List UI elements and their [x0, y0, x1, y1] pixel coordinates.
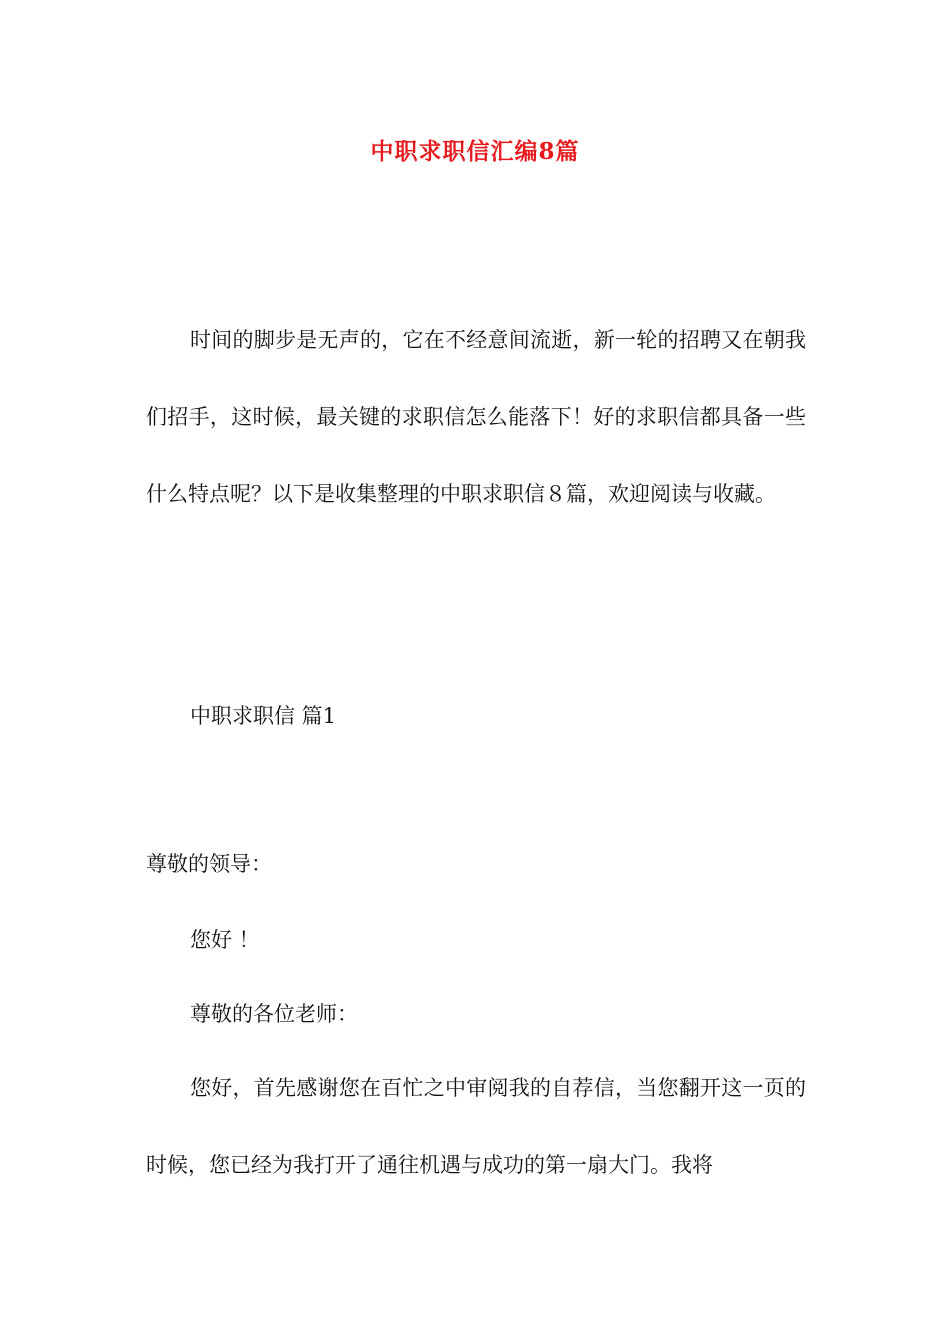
- intro-paragraph: 时间的脚步是无声的，它在不经意间流逝，新一轮的招聘又在朝我们招手，这时候，最关键的求职信怎么能落下！好的求职信都具备一些什么特点呢？以下是收集整理的中职求职信８篇，欢迎阅读与收藏。: [146, 328, 806, 506]
- section-heading: 中职求职信 篇1: [190, 704, 337, 728]
- salutation: 尊敬的领导：: [146, 852, 272, 876]
- document-title: 中职求职信汇编8篇: [370, 138, 580, 165]
- greeting: 您好 ！: [190, 928, 260, 952]
- body-paragraph: 您好，首先感谢您在百忙之中审阅我的自荐信，当您翻开这一页的时候，您已经为我打开了通往机遇与成功的第一扇大门。我将: [146, 1076, 806, 1177]
- teachers-salutation: 尊敬的各位老师：: [190, 1002, 358, 1026]
